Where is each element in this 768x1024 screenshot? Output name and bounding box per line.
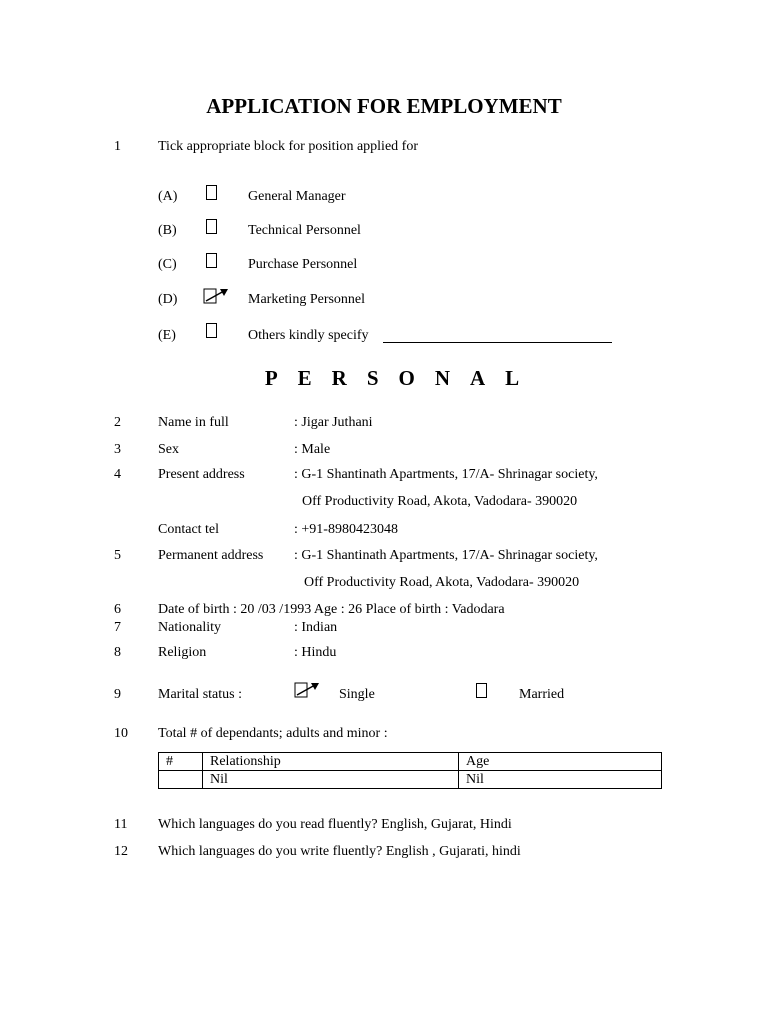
field-label: Permanent address xyxy=(158,548,264,563)
checkbox-general-manager[interactable] xyxy=(206,185,217,200)
others-specify-blank[interactable] xyxy=(383,342,612,343)
question-number: 3 xyxy=(114,442,121,457)
question-number: 6 xyxy=(114,602,121,617)
marital-option-label: Married xyxy=(519,687,565,702)
marital-option-label: Single xyxy=(339,687,375,702)
permanent-address-line2: Off Productivity Road, Akota, Vadodara- 390020 xyxy=(304,575,580,590)
name-value: : Jigar Juthani xyxy=(294,415,373,430)
option-letter: (D) xyxy=(158,292,178,307)
question-number: 4 xyxy=(114,467,121,482)
option-letter: (C) xyxy=(158,257,177,272)
question-number: 5 xyxy=(114,548,121,563)
table-cell: Nil xyxy=(203,771,459,789)
question-number: 12 xyxy=(114,844,128,859)
field-label: Religion xyxy=(158,645,207,660)
option-label: Technical Personnel xyxy=(248,223,361,238)
contact-value: : +91-8980423048 xyxy=(294,522,398,537)
option-label: Marketing Personnel xyxy=(248,292,366,307)
table-header-cell: # xyxy=(159,753,203,771)
question-number: 10 xyxy=(114,726,128,741)
present-address-line2: Off Productivity Road, Akota, Vadodara- 390020 xyxy=(302,494,578,509)
nationality-value: : Indian xyxy=(294,620,338,635)
question-number: 11 xyxy=(114,817,128,832)
sex-value: : Male xyxy=(294,442,331,457)
religion-value: : Hindu xyxy=(294,645,337,660)
question-number: 2 xyxy=(114,415,121,430)
question-number: 1 xyxy=(114,139,121,154)
table-header-cell: Age xyxy=(459,753,662,771)
permanent-address-line1: : G-1 Shantinath Apartments, 17/A- Shrinagar society, xyxy=(294,548,598,563)
field-label: Present address xyxy=(158,467,245,482)
question-number: 8 xyxy=(114,645,121,660)
question-number: 7 xyxy=(114,620,121,635)
table-cell xyxy=(159,771,203,789)
dependants-table xyxy=(158,752,662,789)
checkbox-purchase-personnel[interactable] xyxy=(206,253,217,268)
question-text: Total # of dependants; adults and minor : xyxy=(158,726,388,741)
field-label: Nationality xyxy=(158,620,221,635)
option-label: General Manager xyxy=(248,189,346,204)
option-letter: (E) xyxy=(158,328,176,343)
question-text: Tick appropriate block for position applied for xyxy=(158,139,418,154)
option-letter: (B) xyxy=(158,223,177,238)
option-label: Purchase Personnel xyxy=(248,257,358,272)
option-letter: (A) xyxy=(158,189,178,204)
question-number: 9 xyxy=(114,687,121,702)
checkbox-technical-personnel[interactable] xyxy=(206,219,217,234)
checkbox-single-checked[interactable] xyxy=(294,680,320,700)
field-label: Contact tel xyxy=(158,522,220,537)
date-of-birth-line: Date of birth : 20 /03 /1993 Age : 26 Place of birth : Vadodara xyxy=(158,602,505,617)
table-row xyxy=(159,771,662,789)
present-address-line1: : G-1 Shantinath Apartments, 17/A- Shrinagar society, xyxy=(294,467,598,482)
checkbox-marketing-personnel-checked[interactable] xyxy=(203,286,229,306)
checkbox-married[interactable] xyxy=(476,683,487,698)
write-languages-line: Which languages do you write fluently? English , Gujarati, hindi xyxy=(158,844,521,859)
field-label: Marital status : xyxy=(158,687,242,702)
checkbox-others[interactable] xyxy=(206,323,217,338)
table-header-cell: Relationship xyxy=(203,753,459,771)
option-label: Others kindly specify xyxy=(248,328,369,343)
field-label: Name in full xyxy=(158,415,229,430)
field-label: Sex xyxy=(158,442,179,457)
table-header-row xyxy=(159,753,662,771)
read-languages-line: Which languages do you read fluently? English, Gujarat, Hindi xyxy=(158,817,512,832)
table-cell: Nil xyxy=(459,771,662,789)
page-title: APPLICATION FOR EMPLOYMENT xyxy=(206,94,562,118)
section-heading: PERSONAL xyxy=(264,366,540,390)
